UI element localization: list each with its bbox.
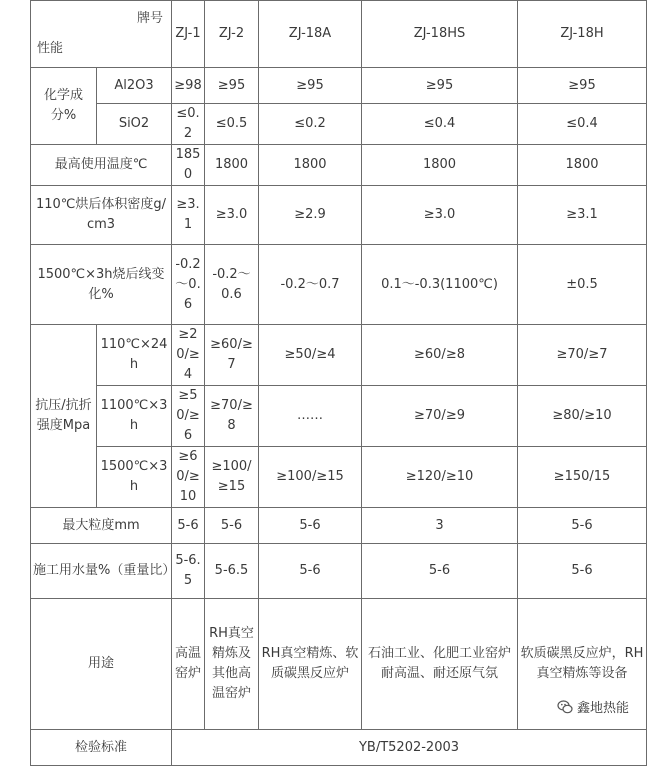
table-cell: 5-6 [518, 544, 647, 599]
row-label: 检验标准 [31, 730, 172, 766]
table-cell: -0.2～0.7 [259, 245, 362, 325]
grade-header: ZJ-18A [259, 1, 362, 68]
table-cell: ≥100/≥15 [259, 447, 362, 508]
table-cell: ≥2.9 [259, 186, 362, 245]
row-label: 抗压/抗折强度Mpa [31, 325, 97, 508]
table-cell: 5-6 [205, 508, 259, 544]
table-cell: ≥3.0 [362, 186, 518, 245]
chem-component-al2o3: Al2O3 [97, 68, 172, 104]
table-cell: 1800 [518, 145, 647, 186]
row-label: 1500℃×3h烧后线变化% [31, 245, 172, 325]
table-cell: ≥95 [205, 68, 259, 104]
wechat-logo-icon [557, 699, 573, 715]
table-cell: ≥70/≥7 [518, 325, 647, 386]
watermark [555, 697, 635, 716]
table-cell: ≥70/≥9 [362, 386, 518, 447]
table-cell: -0.2～0.6 [205, 245, 259, 325]
table-cell: ≥120/≥10 [362, 447, 518, 508]
brand-label: 牌号 [136, 11, 163, 26]
table-cell: 石油工业、化肥工业窑炉耐高温、耐还原气氛 [362, 599, 518, 730]
table-cell: ≥100/≥15 [205, 447, 259, 508]
table-cell: ≥70/≥8 [205, 386, 259, 447]
table-cell: 1800 [205, 145, 259, 186]
row-label: 110℃烘后体积密度g/cm3 [31, 186, 172, 245]
table-cell: ≥95 [362, 68, 518, 104]
grade-header: ZJ-18HS [362, 1, 518, 68]
table-cell: ≥20/≥4 [172, 325, 205, 386]
table-cell: 1850 [172, 145, 205, 186]
table-cell: ≥50/≥6 [172, 386, 205, 447]
table-cell: 1800 [362, 145, 518, 186]
table-cell: ≥95 [518, 68, 647, 104]
table-cell: ≤0.2 [172, 104, 205, 145]
grade-header: ZJ-1 [172, 1, 205, 68]
table-cell: RH真空精炼、软质碳黑反应炉 [259, 599, 362, 730]
table-cell: 5-6 [362, 544, 518, 599]
table-cell: ≥3.1 [518, 186, 647, 245]
watermark-text: 鑫地热能 [577, 701, 630, 716]
table-cell: ≥95 [259, 68, 362, 104]
table-cell: ≥98 [172, 68, 205, 104]
row-label: 化学成分% [31, 68, 97, 145]
table-cell: ≥3.1 [172, 186, 205, 245]
table-cell: ≤0.4 [362, 104, 518, 145]
table-cell: 5-6.5 [172, 544, 205, 599]
table-cell: 5-6 [518, 508, 647, 544]
table-cell: ±0.5 [518, 245, 647, 325]
table-cell: 3 [362, 508, 518, 544]
table-cell: 5-6.5 [205, 544, 259, 599]
row-label: 最高使用温度℃ [31, 145, 172, 186]
table-cell: 软质碳黑反应炉，RH真空精炼等设备 [518, 599, 647, 730]
table-cell: 1800 [259, 145, 362, 186]
table-cell: ≥60/≥7 [205, 325, 259, 386]
strength-condition: 1100℃×3h [97, 386, 172, 447]
table-cell: ≥60/≥10 [172, 447, 205, 508]
table-cell: ≥60/≥8 [362, 325, 518, 386]
table-cell: -0.2～0.6 [172, 245, 205, 325]
row-label: 最大粒度mm [31, 508, 172, 544]
table-cell: RH真空精炼及其他高温窑炉 [205, 599, 259, 730]
row-label: 施工用水量%（重量比） [31, 544, 172, 599]
row-label: 用途 [31, 599, 172, 730]
standard-value: YB/T5202-2003 [172, 730, 647, 766]
header-corner-cell [31, 1, 172, 68]
table-cell: …… [259, 386, 362, 447]
property-label: 性能 [37, 41, 64, 56]
table-cell: 5-6 [172, 508, 205, 544]
chem-component-sio2: SiO2 [97, 104, 172, 145]
table-cell: 0.1～-0.3(1100℃) [362, 245, 518, 325]
table-cell: ≥3.0 [205, 186, 259, 245]
table-cell: ≥150/15 [518, 447, 647, 508]
table-cell: 5-6 [259, 544, 362, 599]
table-cell: 高温窑炉 [172, 599, 205, 730]
table-cell: ≤0.4 [518, 104, 647, 145]
strength-condition: 110℃×24h [97, 325, 172, 386]
table-cell: ≤0.5 [205, 104, 259, 145]
table-cell: ≥50/≥4 [259, 325, 362, 386]
strength-condition: 1500℃×3h [97, 447, 172, 508]
table-cell: 5-6 [259, 508, 362, 544]
table-cell: ≥80/≥10 [518, 386, 647, 447]
table-cell: ≤0.2 [259, 104, 362, 145]
refractory-spec-table [30, 0, 647, 766]
grade-header: ZJ-2 [205, 1, 259, 68]
grade-header: ZJ-18H [518, 1, 647, 68]
